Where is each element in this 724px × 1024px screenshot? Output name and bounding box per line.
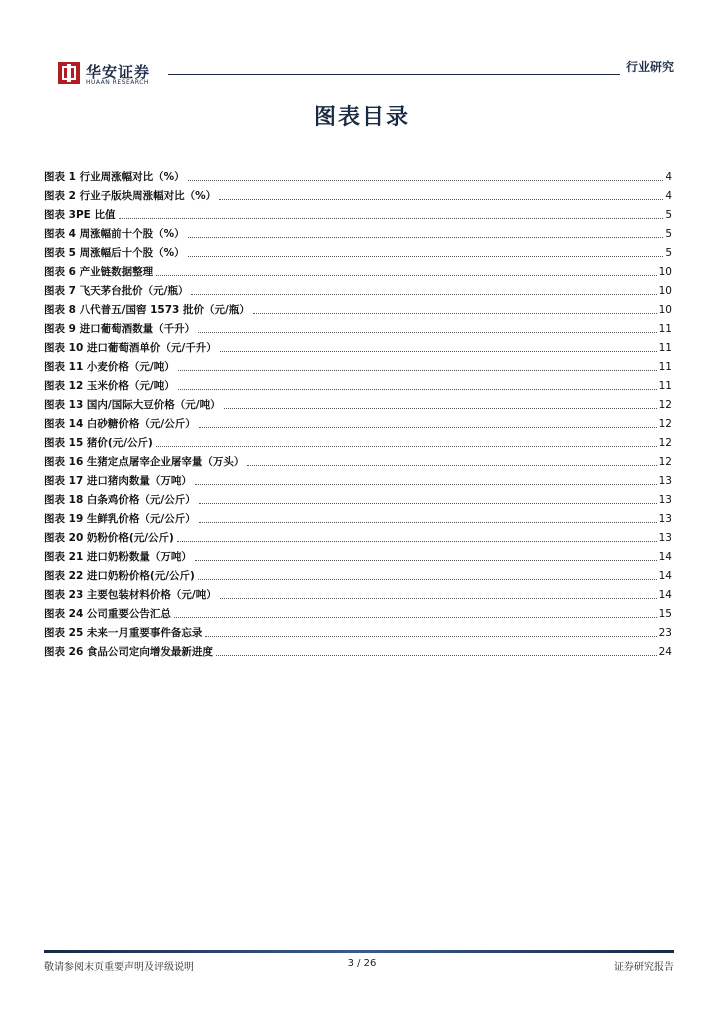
toc-leader-dots xyxy=(198,331,657,333)
toc-leader-dots xyxy=(216,654,657,656)
toc-entry[interactable] xyxy=(44,564,672,583)
toc-entry-label[interactable]: 图表 15 猪价(元/公斤) xyxy=(44,437,153,449)
toc-entry-page[interactable]: 13 xyxy=(658,475,672,487)
toc-entry[interactable] xyxy=(44,374,672,393)
toc-entry-page[interactable]: 23 xyxy=(658,627,672,639)
toc-entry-page[interactable]: 5 xyxy=(665,247,672,259)
toc-entry-label[interactable]: 图表 20 奶粉价格(元/公斤) xyxy=(44,532,174,544)
toc-entry-page[interactable]: 14 xyxy=(658,589,672,601)
toc-entry-page[interactable]: 12 xyxy=(658,418,672,430)
toc-entry[interactable] xyxy=(44,184,672,203)
toc-entry[interactable] xyxy=(44,203,672,222)
toc-entry-label[interactable]: 图表 17 进口猪肉数量（万吨） xyxy=(44,475,192,487)
toc-leader-dots xyxy=(199,521,657,523)
toc-entry-page[interactable]: 5 xyxy=(665,209,672,221)
toc-entry[interactable] xyxy=(44,621,672,640)
toc-leader-dots xyxy=(199,426,657,428)
toc-entry-label[interactable]: 图表 13 国内/国际大豆价格（元/吨） xyxy=(44,399,221,411)
toc-leader-dots xyxy=(188,236,664,238)
toc-entry[interactable] xyxy=(44,355,672,374)
toc-entry[interactable] xyxy=(44,583,672,602)
footer-divider xyxy=(44,950,674,953)
toc-entry-label[interactable]: 图表 3PE 比值 xyxy=(44,209,116,221)
toc-entry-page[interactable]: 10 xyxy=(658,266,672,278)
toc-entry-page[interactable]: 13 xyxy=(658,513,672,525)
toc-entry-label[interactable]: 图表 6 产业链数据整理 xyxy=(44,266,154,278)
toc-entry-page[interactable]: 10 xyxy=(658,285,672,297)
toc-entry-label[interactable]: 图表 5 周涨幅后十个股（%） xyxy=(44,247,185,259)
toc-leader-dots xyxy=(219,198,663,200)
toc-leader-dots xyxy=(247,464,656,466)
toc-entry[interactable] xyxy=(44,279,672,298)
toc-entry-label[interactable]: 图表 2 行业子版块周涨幅对比（%） xyxy=(44,190,217,202)
toc-entry-label[interactable]: 图表 21 进口奶粉数量（万吨） xyxy=(44,551,192,563)
toc-entry-page[interactable]: 12 xyxy=(658,437,672,449)
toc-entry-label[interactable]: 图表 11 小麦价格（元/吨） xyxy=(44,361,175,373)
toc-entry[interactable] xyxy=(44,412,672,431)
toc-entry-page[interactable]: 13 xyxy=(658,532,672,544)
header-divider xyxy=(168,74,674,75)
toc-entry-page[interactable]: 5 xyxy=(665,228,672,240)
toc-entry-label[interactable]: 图表 7 飞天茅台批价（元/瓶） xyxy=(44,285,189,297)
toc-entry[interactable] xyxy=(44,336,672,355)
toc-entry[interactable] xyxy=(44,393,672,412)
logo-text: 华安证券 xyxy=(86,63,151,81)
footer-disclaimer: 敬请参阅末页重要声明及评级说明 xyxy=(44,962,194,973)
toc-leader-dots xyxy=(156,274,657,276)
page-title: 图表目录 xyxy=(313,104,410,130)
toc-entry-label[interactable]: 图表 19 生鲜乳价格（元/公斤） xyxy=(44,513,196,525)
toc-entry[interactable] xyxy=(44,545,672,564)
toc-leader-dots xyxy=(205,635,656,637)
toc-entry-page[interactable]: 13 xyxy=(658,494,672,506)
toc-entry-page[interactable]: 11 xyxy=(658,361,672,373)
toc-entry-label[interactable]: 图表 9 进口葡萄酒数量（千升） xyxy=(44,323,196,335)
toc-leader-dots xyxy=(195,483,657,485)
toc-entry-page[interactable]: 4 xyxy=(665,190,672,202)
page-header xyxy=(50,58,674,90)
toc-entry-label[interactable]: 图表 24 公司重要公告汇总 xyxy=(44,608,171,620)
toc-entry[interactable] xyxy=(44,317,672,336)
toc-leader-dots xyxy=(178,369,657,371)
toc-leader-dots xyxy=(195,559,657,561)
toc-leader-dots xyxy=(178,388,657,390)
toc-entry-label[interactable]: 图表 25 未来一月重要事件备忘录 xyxy=(44,627,203,639)
footer-doc-type: 证券研究报告 xyxy=(614,962,674,973)
toc-entry-page[interactable]: 15 xyxy=(658,608,672,620)
toc-entry[interactable] xyxy=(44,602,672,621)
toc-entry-label[interactable]: 图表 1 行业周涨幅对比（%） xyxy=(44,171,185,183)
toc-entry-page[interactable]: 12 xyxy=(658,399,672,411)
toc-leader-dots xyxy=(191,293,656,295)
toc-entry[interactable] xyxy=(44,450,672,469)
toc-entry-label[interactable]: 图表 8 八代普五/国窖 1573 批价（元/瓶） xyxy=(44,304,250,316)
toc-entry-page[interactable]: 11 xyxy=(658,323,672,335)
toc-entry[interactable] xyxy=(44,222,672,241)
toc-entry[interactable] xyxy=(44,260,672,279)
toc-leader-dots xyxy=(188,179,664,181)
toc-leader-dots xyxy=(177,540,657,542)
toc-entry[interactable] xyxy=(44,640,672,659)
table-of-figures xyxy=(44,165,672,659)
toc-entry-label[interactable]: 图表 10 进口葡萄酒单价（元/千升） xyxy=(44,342,217,354)
company-logo-icon xyxy=(58,62,80,84)
logo-subtext: HUAAN RESEARCH xyxy=(86,79,149,86)
page-number: 3 / 26 xyxy=(347,958,377,969)
toc-entry-page[interactable]: 4 xyxy=(665,171,672,183)
section-label: 行业研究 xyxy=(620,58,674,75)
toc-entry-label[interactable]: 图表 22 进口奶粉价格(元/公斤) xyxy=(44,570,195,582)
toc-entry-page[interactable]: 24 xyxy=(658,646,672,658)
toc-entry-page[interactable]: 10 xyxy=(658,304,672,316)
toc-entry-label[interactable]: 图表 23 主要包装材料价格（元/吨） xyxy=(44,589,217,601)
toc-entry[interactable] xyxy=(44,298,672,317)
toc-entry-page[interactable]: 14 xyxy=(658,551,672,563)
toc-leader-dots xyxy=(198,578,657,580)
toc-entry-label[interactable]: 图表 16 生猪定点屠宰企业屠宰量（万头） xyxy=(44,456,245,468)
toc-entry[interactable] xyxy=(44,526,672,545)
toc-entry[interactable] xyxy=(44,165,672,184)
toc-leader-dots xyxy=(174,616,657,618)
toc-entry[interactable] xyxy=(44,431,672,450)
toc-leader-dots xyxy=(253,312,657,314)
toc-entry-page[interactable]: 11 xyxy=(658,380,672,392)
toc-leader-dots xyxy=(119,217,664,219)
toc-entry[interactable] xyxy=(44,507,672,526)
toc-leader-dots xyxy=(224,407,657,409)
toc-leader-dots xyxy=(199,502,657,504)
toc-entry-page[interactable]: 11 xyxy=(658,342,672,354)
toc-leader-dots xyxy=(188,255,664,257)
toc-entry[interactable] xyxy=(44,469,672,488)
toc-entry-label[interactable]: 图表 4 周涨幅前十个股（%） xyxy=(44,228,185,240)
toc-leader-dots xyxy=(156,445,657,447)
toc-entry-page[interactable]: 12 xyxy=(658,456,672,468)
toc-entry-label[interactable]: 图表 14 白砂糖价格（元/公斤） xyxy=(44,418,196,430)
toc-entry-label[interactable]: 图表 12 玉米价格（元/吨） xyxy=(44,380,175,392)
toc-leader-dots xyxy=(220,597,657,599)
toc-leader-dots xyxy=(220,350,657,352)
toc-entry-label[interactable]: 图表 26 食品公司定向增发最新进度 xyxy=(44,646,213,658)
toc-entry[interactable] xyxy=(44,488,672,507)
toc-entry-page[interactable]: 14 xyxy=(658,570,672,582)
toc-entry-label[interactable]: 图表 18 白条鸡价格（元/公斤） xyxy=(44,494,196,506)
toc-entry[interactable] xyxy=(44,241,672,260)
